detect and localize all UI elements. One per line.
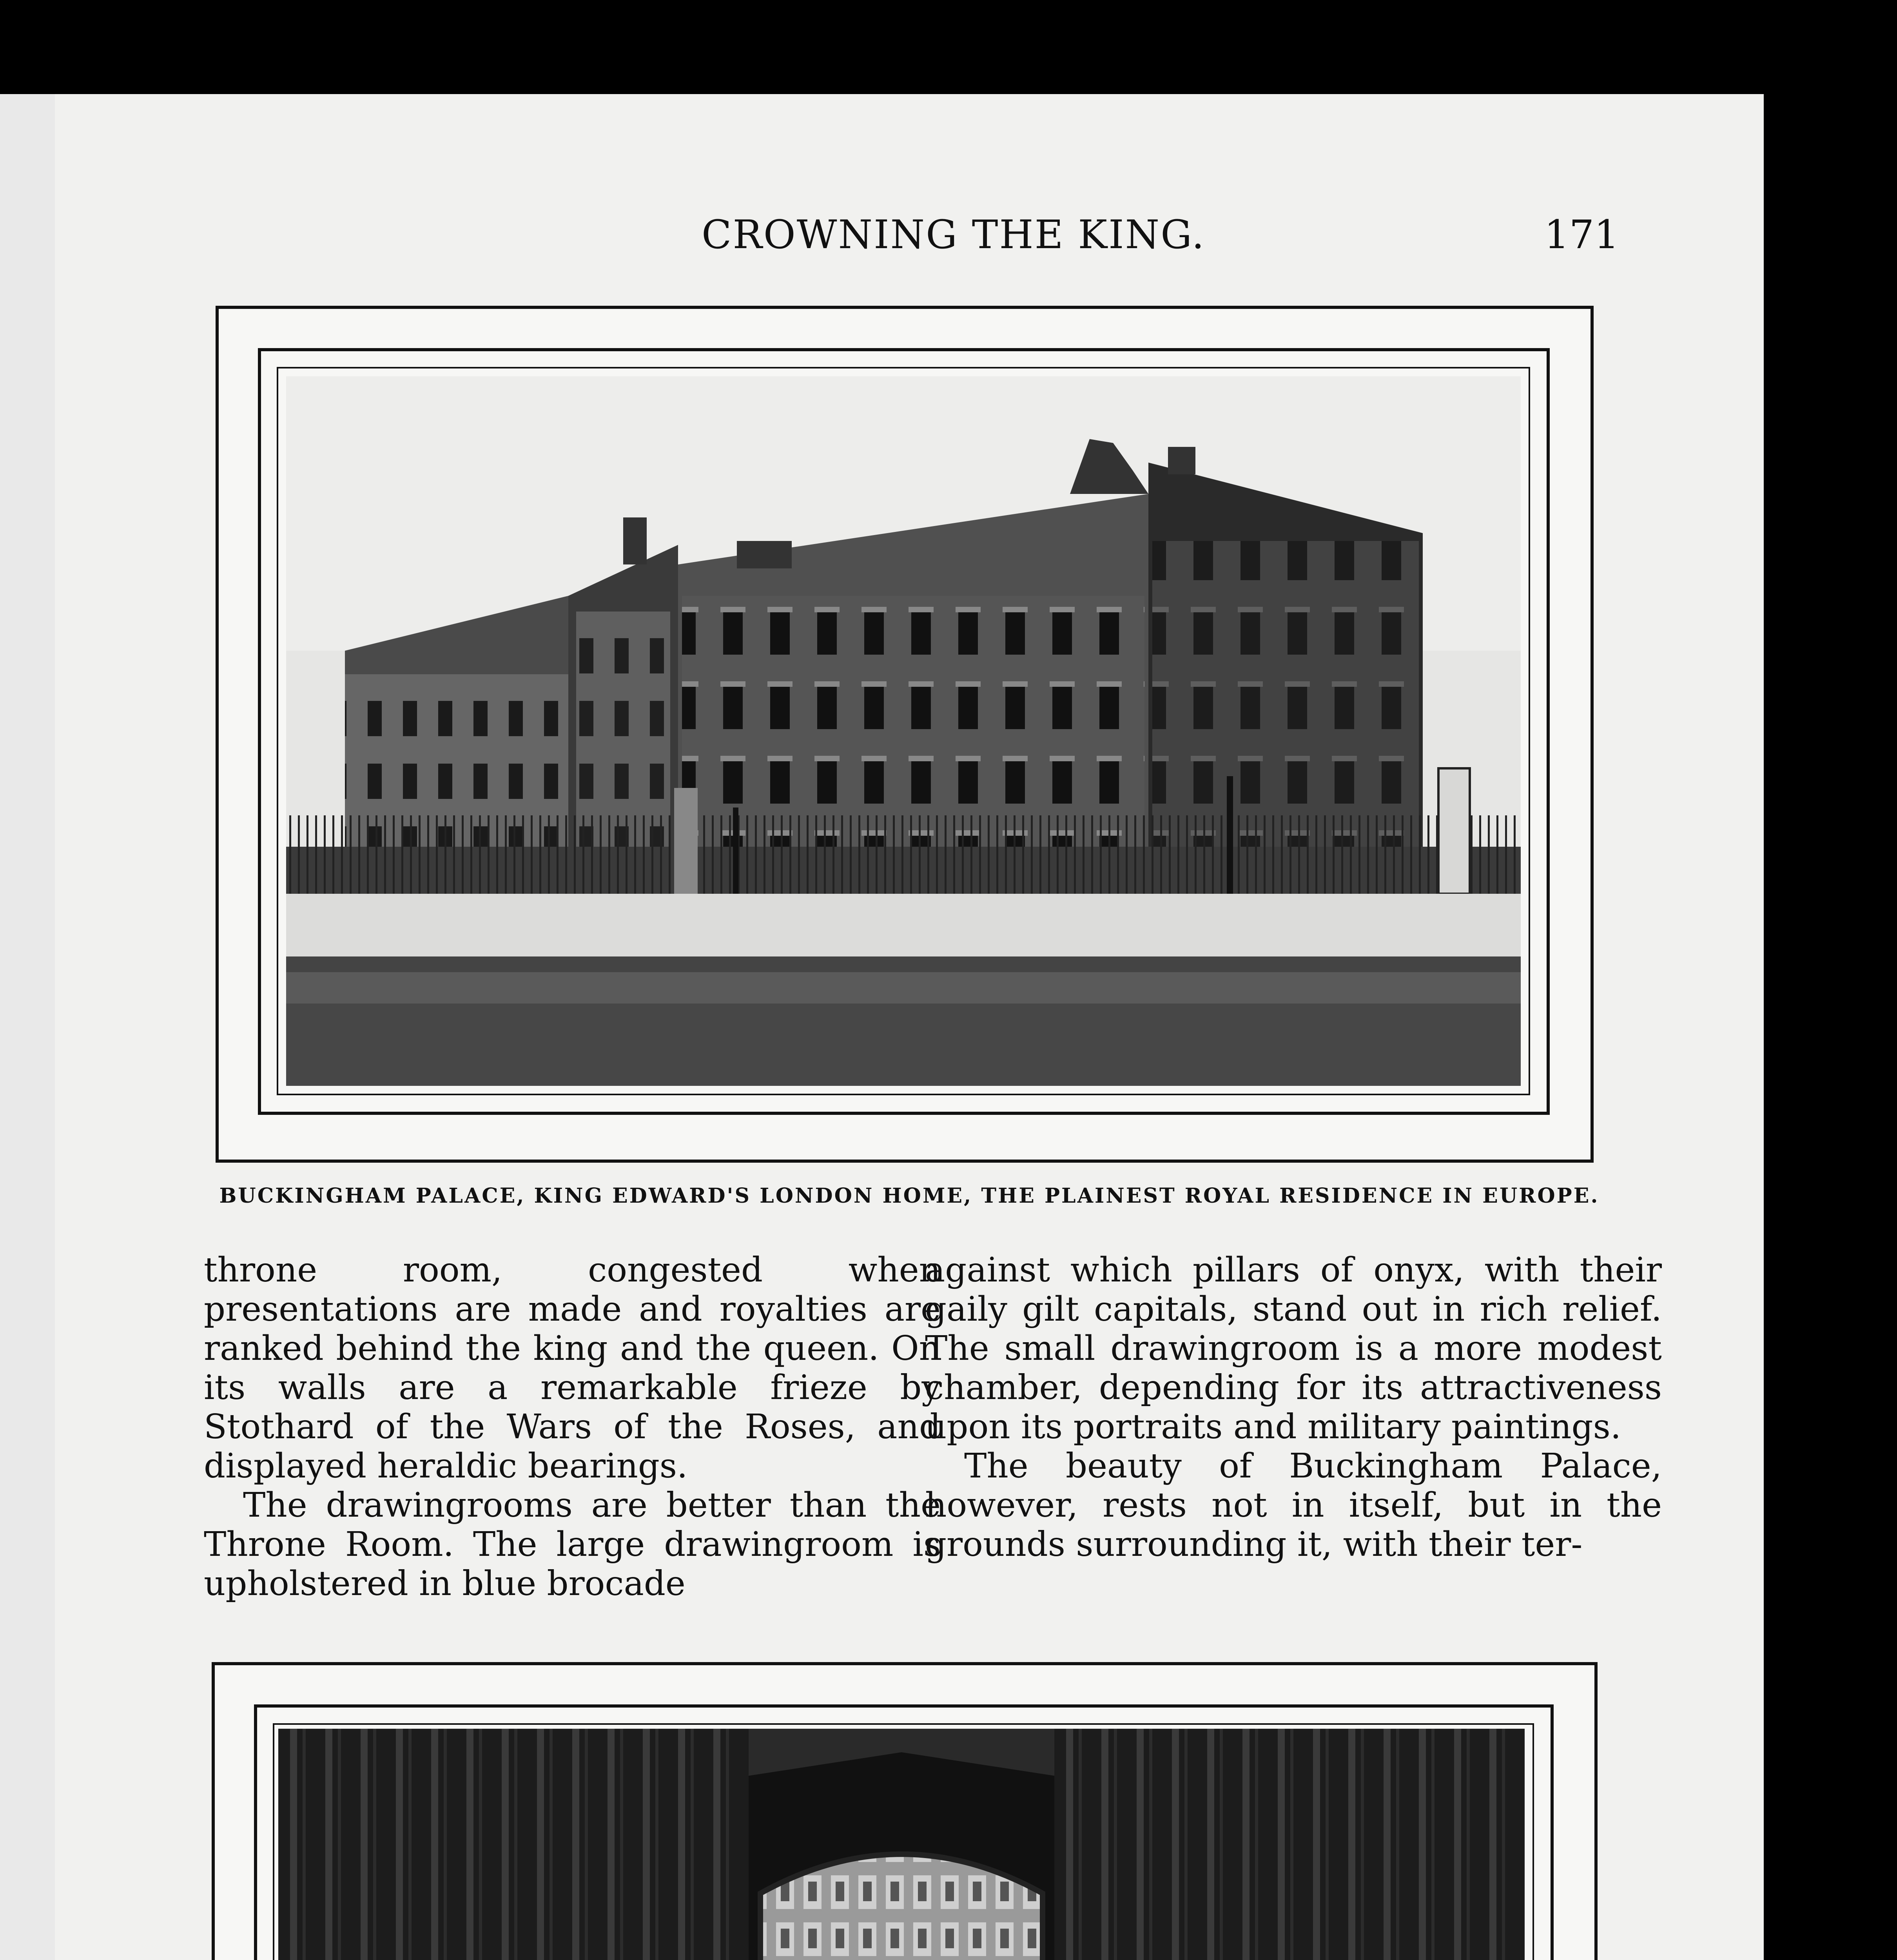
top-figure-caption: BUCKINGHAM PALACE, KING EDWARD'S LONDON HOME, THE PLAINEST ROYAL RESIDENCE IN EUROPE. (219, 1184, 1600, 1208)
left-paragraph-1: throne room, congested when presentations are made and royalties are ranked behind the king and the queen. On its walls are a remarkable frieze by Stothard of the Wars of the Roses, and displayed heraldic bearings. (204, 1250, 941, 1486)
page-number: 171 (1544, 212, 1619, 258)
running-title: CROWNING THE KING. (702, 212, 1206, 258)
buckingham-palace-photo (286, 376, 1521, 1086)
left-text-column (204, 1250, 941, 1603)
right-paragraph-2: The beauty of Buckingham Palace, however, rests not in itself, but in the grounds surrounding it, with their ter- (925, 1446, 1662, 1564)
st-georges-chapel-photo (278, 1729, 1525, 1960)
right-text-column (925, 1250, 1662, 1564)
right-paragraph-1: against which pillars of onyx, with their gaily gilt capitals, stand out in rich relief. The small drawingroom is a more modest chamber, depending for its attractiveness upon its portraits and military paintings. (925, 1250, 1662, 1446)
bottom-figure-border (254, 1704, 1554, 1960)
left-paragraph-2: The drawingrooms are better than the Throne Room. The large drawingroom is upholstered in blue brocade (204, 1486, 941, 1603)
top-figure-border (258, 348, 1550, 1115)
top-figure-frame (216, 306, 1594, 1163)
book-page (55, 94, 1764, 1960)
bottom-figure-frame (212, 1662, 1598, 1960)
running-head (55, 212, 1764, 274)
